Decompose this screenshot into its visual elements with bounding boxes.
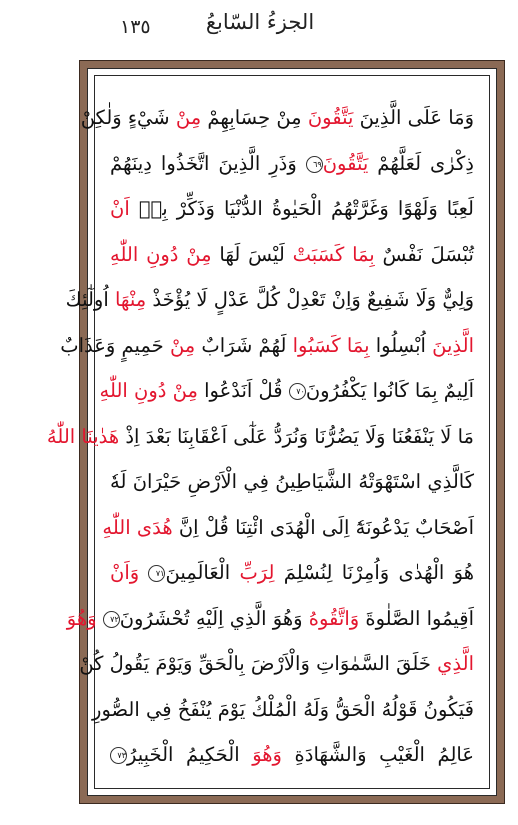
highlighted-word: اَنْ bbox=[110, 197, 130, 220]
highlighted-word: بِمَا كَسَبَتْ bbox=[292, 242, 375, 266]
text-segment: قُلْ اَنَدْعُوا bbox=[197, 379, 289, 402]
quran-text-block bbox=[46, 95, 474, 775]
text-segment: كَالَّذِي اسْتَهْوَتْهُ الشَّيَاطِينُ فِي الْاَرْضِ حَيْرَانَ لَهٗ bbox=[110, 470, 474, 493]
ayah-number-marker: ٧٢ bbox=[103, 611, 120, 628]
text-segment: الْحَكِيمُ الْخَبِيرُ bbox=[127, 743, 253, 766]
highlighted-word: مِنْ دُونِ اللّٰهِ bbox=[99, 379, 198, 402]
text-line bbox=[110, 550, 474, 596]
text-segment: اَلِيمٌ بِمَا كَانُوا يَكْفُرُونَ bbox=[305, 379, 474, 402]
text-line bbox=[80, 95, 474, 141]
highlighted-word: يَتَّقُونَ bbox=[307, 106, 354, 129]
text-segment: اَقِيمُوا الصَّلٰوةَ bbox=[359, 606, 474, 630]
text-segment: وَلِيٌّ وَلَا شَفِيعٌ وَاِنْ تَعْدِلْ كُلَّ عَدْلٍ لَا يُؤْخَذْ bbox=[146, 288, 474, 311]
highlighted-word: وَهُوَ bbox=[66, 606, 97, 630]
text-segment: فَيَكُونُ قَوْلُهُ الْحَقُّ وَلَهُ الْمُلْكُ يَوْمَ يُنْفَخُ فِي الصُّورِ bbox=[92, 697, 474, 721]
highlighted-word: الَّذِي bbox=[437, 652, 474, 675]
page-header bbox=[0, 0, 518, 60]
text-line bbox=[46, 414, 474, 460]
text-segment: تُبْسَلَ نَفْسٌ bbox=[374, 242, 474, 266]
juz-title: الجزءُ السّابعُ bbox=[205, 10, 315, 34]
text-segment: اُولٰٓئِكَ bbox=[65, 288, 115, 311]
ayah-number-marker: ٧٣ bbox=[110, 747, 127, 764]
text-segment: الْعَالَمِينَ bbox=[165, 561, 240, 584]
ayah-number-marker: ٧١ bbox=[148, 565, 165, 582]
text-segment: وَذَرِ الَّذِينَ اتَّخَذُوا دِينَهُمْ bbox=[110, 151, 306, 175]
ornamental-frame bbox=[46, 60, 505, 804]
page-number: ١٣٥ bbox=[120, 16, 151, 38]
text-segment: لَهُمْ شَرَابٌ bbox=[195, 333, 293, 357]
ayah-number-marker: ٧٠ bbox=[289, 383, 306, 400]
highlighted-word: وَاتَّقُوهُ bbox=[308, 606, 360, 630]
text-segment: ذِكْرٰى لَعَلَّهُمْ bbox=[368, 151, 474, 175]
text-segment: لَعِبًا وَلَهْوًا وَغَرَّتْهُمُ الْحَيٰوةُ الدُّنْيَا وَذَكِّرْ بِهٖ bbox=[129, 197, 474, 220]
text-line bbox=[65, 277, 474, 323]
highlighted-word: الَّذِينَ bbox=[432, 333, 474, 357]
highlighted-word: وَاَنْ bbox=[110, 561, 140, 584]
text-segment: لَيْسَ لَهَا bbox=[211, 242, 293, 266]
text-segment: مَا لَا يَنْفَعُنَا وَلَا يَضُرُّنَا وَنُرَدُّ عَلٰٓى اَعْقَابِنَا بَعْدَ اِذْ bbox=[119, 424, 474, 448]
highlighted-word: لِرَبِّ bbox=[239, 561, 275, 584]
highlighted-word: مِنْ bbox=[175, 106, 202, 129]
text-line bbox=[110, 186, 474, 232]
text-segment: مِنْ حِسَابِهِمْ bbox=[201, 106, 308, 129]
text-segment: اُبْسِلُوا bbox=[369, 333, 433, 357]
text-segment: عَالِمُ الْغَيْبِ وَالشَّهَادَةِ bbox=[281, 743, 474, 766]
text-segment: اَصْحَابٌ يَدْعُونَهٗٓ اِلَى الْهُدَى ائْتِنَا قُلْ اِنَّ bbox=[172, 515, 474, 539]
text-segment: خَلَقَ السَّمٰوَاتِ وَالْاَرْضَ بِالْحَقِّ وَيَوْمَ يَقُولُ كُنْ bbox=[79, 652, 438, 675]
text-segment: شَيْءٍ وَلٰكِنْ bbox=[80, 106, 176, 129]
highlighted-word: مِنْ دُونِ اللّٰهِ bbox=[110, 242, 212, 266]
text-segment: هُوَ الْهُدٰى وَاُمِرْنَا لِنُسْلِمَ bbox=[274, 561, 474, 584]
text-line bbox=[79, 641, 474, 687]
highlighted-word: هُدَى اللّٰهِ bbox=[102, 515, 173, 539]
highlighted-word: هَدٰينَا اللّٰهُ bbox=[46, 424, 120, 448]
highlighted-word: وَهُوَ bbox=[252, 743, 282, 766]
text-segment: حَمِيمٍ وَعَذَابٌ bbox=[60, 333, 170, 357]
text-line bbox=[60, 323, 474, 369]
text-line bbox=[92, 687, 474, 733]
highlighted-word: بِمَا كَسَبُوا bbox=[292, 333, 370, 357]
text-segment: وَهُوَ الَّذِي اِلَيْهِ تُحْشَرُونَ bbox=[119, 606, 309, 630]
text-segment: وَمَا عَلَى الَّذِينَ bbox=[353, 106, 474, 129]
text-line bbox=[99, 368, 474, 414]
text-segment bbox=[139, 561, 148, 584]
text-line bbox=[110, 459, 474, 505]
text-panel bbox=[46, 68, 497, 796]
text-line bbox=[66, 596, 474, 642]
text-line bbox=[110, 141, 474, 187]
highlighted-word: يَتَّقُونَ bbox=[322, 151, 369, 175]
text-line bbox=[110, 232, 474, 278]
text-segment bbox=[97, 607, 103, 630]
text-line bbox=[110, 732, 474, 778]
highlighted-word: مِنْهَا bbox=[114, 288, 147, 311]
ayah-number-marker: ٦٩ bbox=[306, 156, 323, 173]
highlighted-word: مِنْ bbox=[169, 333, 196, 357]
text-line bbox=[102, 505, 474, 551]
